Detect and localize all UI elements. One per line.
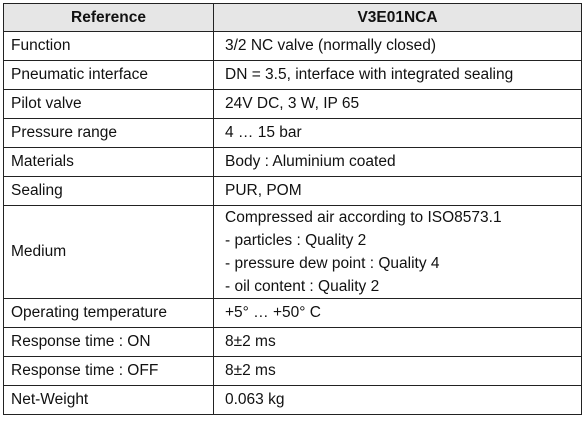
row-label-sealing: Sealing: [4, 177, 214, 206]
medium-line-1: Compressed air according to ISO8573.1: [225, 209, 502, 226]
table-row: [4, 90, 582, 119]
row-value-pressure-range: 4 … 15 bar: [214, 119, 582, 148]
header-row: [4, 4, 582, 32]
table-row: [4, 328, 582, 357]
row-label-function: Function: [4, 32, 214, 61]
row-value-pneumatic-interface: DN = 3.5, interface with integrated sealing: [214, 61, 582, 90]
row-label-materials: Materials: [4, 148, 214, 177]
table-row: [4, 299, 582, 328]
row-label-pilot-valve: Pilot valve: [4, 90, 214, 119]
reference-header: Reference: [4, 4, 214, 32]
medium-line-2: - particles : Quality 2: [225, 232, 367, 249]
row-value-sealing: PUR, POM: [214, 177, 582, 206]
row-value-materials: Body : Aluminium coated: [214, 148, 582, 177]
row-label-response-time-off: Response time : OFF: [4, 357, 214, 386]
row-label-pneumatic-interface: Pneumatic interface: [4, 61, 214, 90]
table-row: [4, 206, 582, 299]
reference-value-header: V3E01NCA: [214, 4, 582, 32]
table-row: [4, 177, 582, 206]
medium-line-4: - oil content : Quality 2: [225, 278, 380, 295]
table-row: [4, 119, 582, 148]
table-row: [4, 61, 582, 90]
row-value-medium: [214, 206, 582, 299]
spec-table: [3, 3, 582, 415]
row-label-net-weight: Net-Weight: [4, 386, 214, 415]
table-row: [4, 148, 582, 177]
table-row: [4, 357, 582, 386]
row-value-pilot-valve: 24V DC, 3 W, IP 65: [214, 90, 582, 119]
table-row: [4, 386, 582, 415]
row-value-function: 3/2 NC valve (normally closed): [214, 32, 582, 61]
row-value-response-time-on: 8±2 ms: [214, 328, 582, 357]
medium-line-3: - pressure dew point : Quality 4: [225, 255, 440, 272]
row-label-pressure-range: Pressure range: [4, 119, 214, 148]
table-row: [4, 32, 582, 61]
row-label-medium: Medium: [4, 206, 214, 299]
row-label-response-time-on: Response time : ON: [4, 328, 214, 357]
row-value-operating-temperature: +5° … +50° C: [214, 299, 582, 328]
row-value-response-time-off: 8±2 ms: [214, 357, 582, 386]
row-value-net-weight: 0.063 kg: [214, 386, 582, 415]
row-label-operating-temperature: Operating temperature: [4, 299, 214, 328]
